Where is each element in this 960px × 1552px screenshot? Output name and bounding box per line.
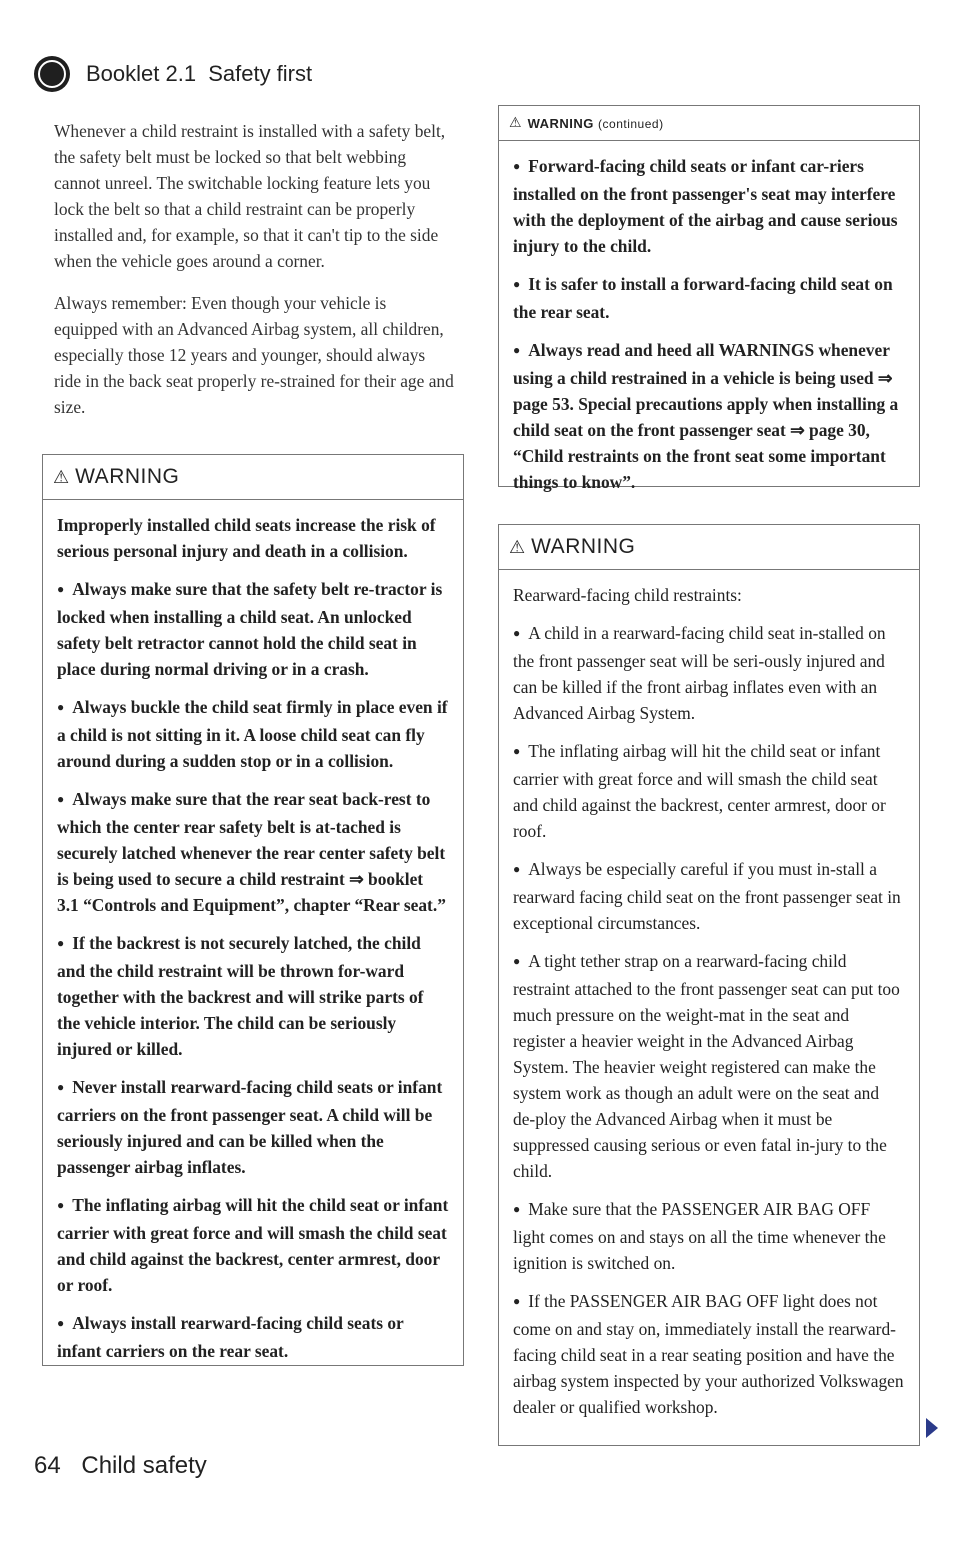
page-footer [34,1452,207,1480]
warning-item: ● Always make sure that the rear seat back-rest to which the center rear safety belt is at-tached is securely latched whenever the rear center safety belt is being used to secure a child restraint ⇒ booklet 3.1 “Controls and Equipment”, chapter “Rear seat.” [57,789,446,915]
intro-paragraph: Whenever a child restraint is installed with a safety belt, the safety belt must be locked so that belt webbing cannot unreel. The switchable locking feature lets you lock the belt so that a child restraint can be properly installed and, for example, so that it can't tip to the side when the vehicle goes around a corner. [54,121,446,271]
warning-item: ● Always buckle the child seat firmly in place even if a child is not sitting in it. A loose child seat can fly around during a sudden stop or in a collision. [57,697,448,771]
warning-box-continued [498,105,920,492]
warning-item: ● Always install rearward-facing child seats or infant carriers on the rear seat. [57,1313,404,1361]
warning-body [499,141,919,519]
page-header [34,54,312,94]
warning-intro: Improperly installed child seats increase the risk of serious personal injury and death in a collision. [57,515,436,561]
warning-title: WARNING [75,465,180,488]
warning-header [499,106,919,141]
warning-item: ● Forward-facing child seats or infant car-riers installed on the front passenger's seat may interfere with the deployment of the airbag and cause serious injury to the child. [513,156,898,256]
warning-item: ● If the PASSENGER AIR BAG OFF light does not come on and stay on, immediately install the rearward-facing child seat in a rear seating position and have the airbag system inspected by your authorized Volkswagen dealer or qualified workshop. [513,1291,904,1417]
intro-text [54,118,454,436]
header-title [86,61,312,87]
page-number: 64 [34,1452,61,1479]
warning-item: ● Make sure that the PASSENGER AIR BAG OFF light comes on and stays on all the time whenever the ignition is switched on. [513,1199,886,1273]
warning-item: ● A child in a rearward-facing child seat in-stalled on the front passenger seat will be seri-ously injured and can be killed if the front airbag inflates even with an Advanced Airbag System. [513,623,886,723]
warning-body [499,570,919,1444]
warning-item: ● Always read and heed all WARNINGS whenever using a child restrained in a vehicle is being used ⇒ page 53. Special precautions apply when installing a child seat on the front passenger seat ⇒ page 30, “Child restraints on the front seat some important things to know”. [513,340,899,492]
warning-body [43,500,463,1388]
next-page-arrow-icon[interactable] [926,1418,938,1438]
warning-header [43,455,463,500]
warning-list [513,153,905,495]
warning-title: WARNING (continued) [527,115,664,131]
warning-item: ● If the backrest is not securely latched, the child and the child restraint will be thrown for-ward together with the backrest and will strike parts of the vehicle interior. The child can be seriously injured or killed. [57,933,424,1059]
warning-item: ● Always be especially careful if you must in-stall a rearward facing child seat on the front passenger seat in exceptional circumstances. [513,859,901,933]
section-title: Safety first [208,61,313,86]
warning-list [57,576,449,1364]
warning-item: ● Always make sure that the safety belt re-tractor is locked when installing a child seat. An unlocked safety belt retractor cannot hold the child seat in place during normal driving or in a crash. [57,579,443,679]
warning-list [513,620,905,1420]
warning-item: ● It is safer to install a forward-facing child seat on the rear seat. [513,274,893,322]
warning-triangle-icon: ⚠ [53,466,70,487]
warning-box-right [498,524,920,1446]
warning-item: ● The inflating airbag will hit the child seat or infant carrier with great force and will smash the child seat and child against the backrest, center armrest, door or roof. [57,1195,449,1295]
warning-intro: Rearward-facing child restraints: [513,585,742,605]
intro-paragraph: Always remember: Even though your vehicle is equipped with an Advanced Airbag system, all children, especially those 12 years and younger, should always ride in the back seat properly re-strained for their age and size. [54,293,454,417]
booklet-label: Booklet 2.1 [86,61,197,86]
warning-header [499,525,919,570]
warning-item: ● A tight tether strap on a rearward-facing child restraint attached to the front passenger seat can put too much pressure on the weight-mat in the seat and register a heavier weight in the Advanced Airbag System. The heavier weight registered can make the system work as though an adult were on the seat and de-ploy the Advanced Airbag when it must be suppressed causing serious or even fatal in-jury to the child. [513,951,900,1181]
warning-box-left [42,454,464,1366]
warning-triangle-icon: ⚠ [509,115,522,131]
footer-section: Child safety [81,1452,207,1479]
warning-triangle-icon: ⚠ [509,536,526,557]
vw-logo-icon [34,56,70,92]
warning-item: ● Never install rearward-facing child seats or infant carriers on the front passenger seat. A child will be seriously injured and can be killed when the passenger airbag inflates. [57,1077,443,1177]
warning-item: ● The inflating airbag will hit the child seat or infant carrier with great force and will smash the child seat and child against the backrest, center armrest, door or roof. [513,741,886,841]
warning-title: WARNING [531,535,636,558]
